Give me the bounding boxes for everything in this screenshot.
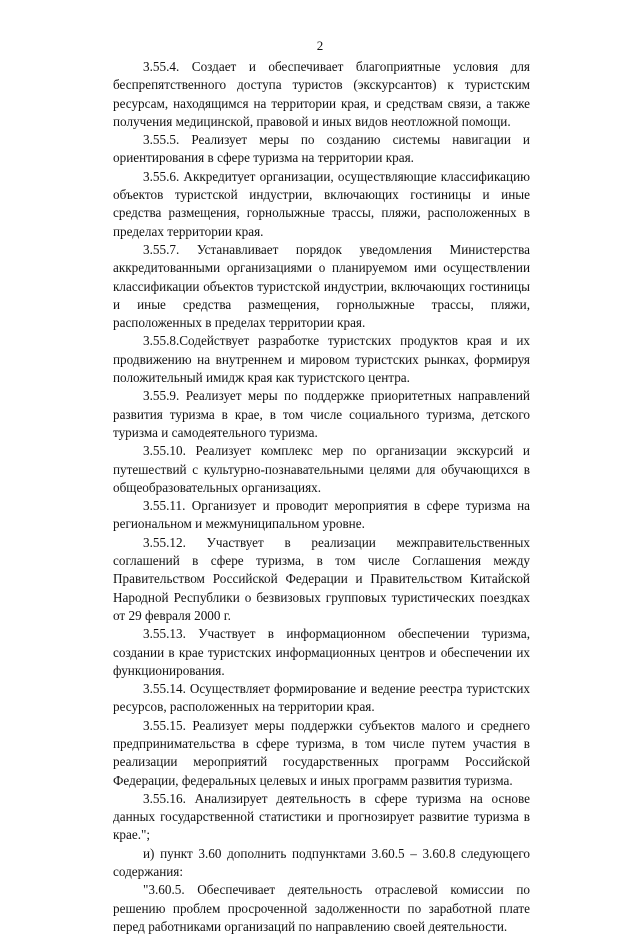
paragraph-3-55-5: 3.55.5. Реализует меры по созданию системы навигации и ориентирования в сфере туризма на территории края. bbox=[113, 132, 530, 166]
paragraph-3-55-4: 3.55.4. Создает и обеспечивает благоприятные условия для беспрепятственного доступа туристов (экскурсантов) к туристским ресурсам, находящимся на территории края, и средствам связи, а также получения медицинской, правовой и иных видов неотложной помощи. bbox=[113, 59, 530, 129]
paragraph-3-55-9: 3.55.9. Реализует меры по поддержке приоритетных направлений развития туризма в крае, в том числе социального туризма, детского туризма и самодеятельного туризма. bbox=[113, 388, 530, 440]
paragraph-item-i: и) пункт 3.60 дополнить подпунктами 3.60.5 – 3.60.8 следующего содержания: bbox=[113, 845, 530, 880]
document-body bbox=[113, 58, 530, 936]
paragraph-3-55-16: 3.55.16. Анализирует деятельность в сфере туризма на основе данных государственной статистики и прогнозирует развитие туризма в крае."; bbox=[113, 790, 530, 843]
paragraph-3-55-12: 3.55.12. Участвует в реализации межправительственных соглашений в сфере туризма, в том числе Соглашения между Правительством Российской Федерации и Правительством Китайской Народной Республики о безвизовых групповых туристических поездках от 29 февраля 2000 г. bbox=[113, 534, 530, 623]
paragraph-3-60-5: "3.60.5. Обеспечивает деятельность отраслевой комиссии по решению проблем просроченной задолженности по заработной плате перед работниками организаций по направлению своей деятельности. bbox=[113, 882, 530, 934]
paragraph-3-55-10: 3.55.10. Реализует комплекс мер по организации экскурсий и путешествий с культурно-познавательными целями для обучающихся в общеобразовательных организациях. bbox=[113, 443, 530, 495]
paragraph-3-55-15: 3.55.15. Реализует меры поддержки субъектов малого и среднего предпринимательства в сфере туризма, в том числе путем участия в реализации мероприятий государственных программ Российской Федерации, федеральных целевых и иных программ развития туризма. bbox=[113, 717, 530, 788]
paragraph-3-55-8: 3.55.8.Содействует разработке туристских продуктов края и их продвижению на внутреннем и мировом туристских рынках, формируя положительный имидж края как туристского центра. bbox=[113, 333, 530, 386]
page-number: 2 bbox=[316, 38, 324, 53]
paragraph-3-55-7: 3.55.7. Устанавливает порядок уведомления Министерства аккредитованными организациями о планируемом ими осуществлении классификации объектов туристской индустрии, включающих гостиницы и иные средства размещения, горнолыжные трассы, пляжи, расположенных в пределах территории края. bbox=[113, 241, 530, 331]
paragraph-3-55-6: 3.55.6. Аккредитует организации, осуществляющие классификацию объектов туристской индустрии, включающих гостиницы и иные средства размещения, горнолыжные трассы, пляжи, расположенных в пределах территории края. bbox=[113, 168, 530, 239]
paragraph-3-55-11: 3.55.11. Организует и проводит мероприятия в сфере туризма на региональном и межмуниципальном уровне. bbox=[113, 498, 530, 532]
paragraph-3-55-13: 3.55.13. Участвует в информационном обеспечении туризма, создании в крае туристских информационных центров и обеспечении их функционирования. bbox=[113, 626, 530, 678]
paragraph-3-55-14: 3.55.14. Осуществляет формирование и ведение реестра туристских ресурсов, расположенных на территории края. bbox=[113, 681, 530, 715]
